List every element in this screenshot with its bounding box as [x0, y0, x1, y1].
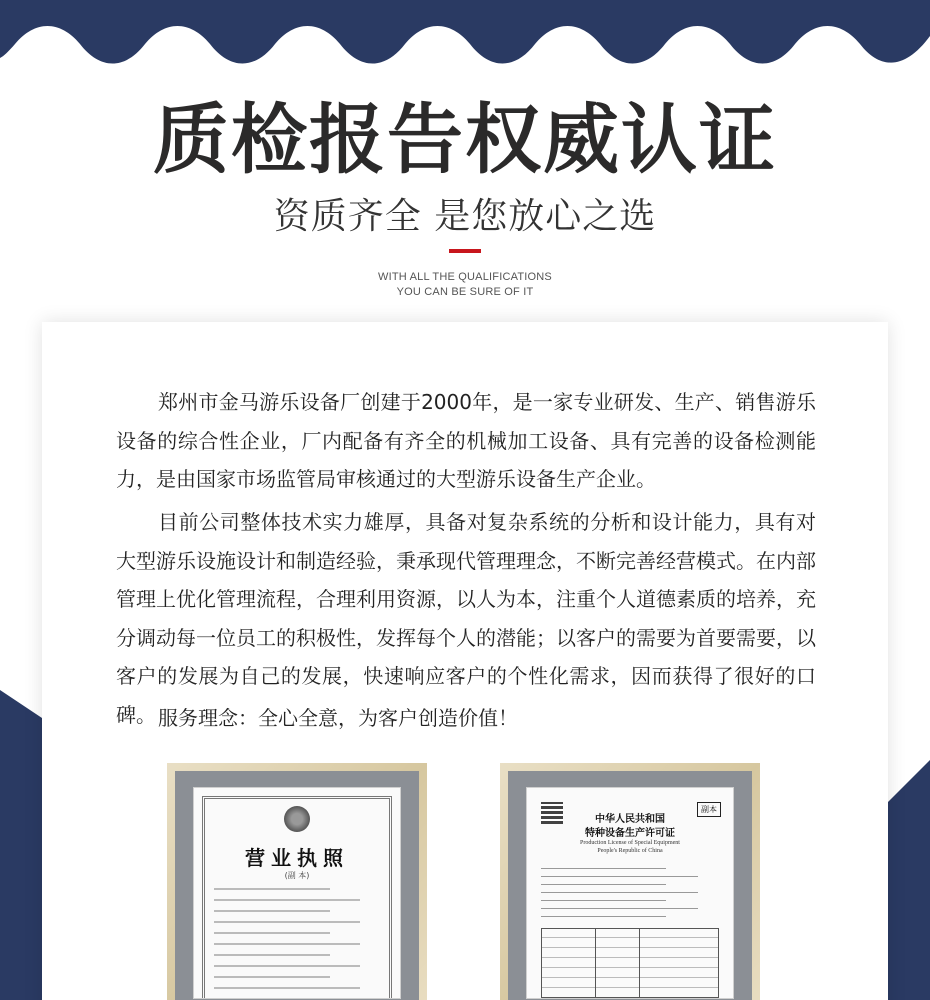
license-table [541, 928, 719, 998]
frame-mat [508, 771, 752, 1000]
certificate-text-lines [214, 888, 380, 998]
production-license-title-2: 特种设备生产许可证 [585, 828, 675, 839]
english-tagline-2: YOU CAN BE SURE OF IT [396, 286, 534, 298]
production-license-english-2: People's Republic of China [597, 848, 663, 854]
intro-paragraph: 郑州市金马游乐设备厂创建于2000年，是一家专业研发、生产、销售游乐设备的综合性企业，厂内配备有齐全的机械加工设备、具有完善的设备检测能力，是由国家市场监管局审核通过的大型游乐设备生产企业。 [116, 390, 816, 491]
top-wave-decoration [0, 0, 930, 70]
company-paragraph: 目前公司整体技术实力雄厚，具备对复杂系统的分析和设计能力，具有对大型游乐设施设计和制造经验，秉承现代管理理念，不断完善经营模式。在内部管理上优化管理流程，合理利用资源，以人为本，注重个人道德素质的培养，充分调动每一位员工的积极性，发挥每个人的潜能；以客户的需要为首要需要，以客户的发展为自己的发展，快速响应客户的个性化需求，因而获得了很好的口碑。 [116, 510, 816, 727]
service-motto: 服务理念：全心全意，为客户创造价值！ [158, 706, 518, 730]
certificate-text-lines [541, 868, 719, 924]
page-subtitle: 资质齐全 是您放心之选 [273, 196, 657, 237]
english-tagline-1: WITH ALL THE QUALIFICATIONS [378, 271, 552, 283]
business-license-frame [167, 763, 427, 1000]
business-license-document [193, 787, 401, 999]
production-license-frame [500, 763, 760, 1000]
production-license-title-1: 中华人民共和国 [595, 814, 665, 825]
business-license-title: 营业执照 [245, 846, 349, 870]
national-emblem-icon [284, 806, 310, 832]
production-license-document [526, 787, 734, 999]
frame-mat [175, 771, 419, 1000]
accent-divider [449, 249, 481, 253]
page-title: 质检报告权威认证 [153, 95, 777, 184]
production-license-english-1: Production License of Special Equipment [580, 840, 680, 846]
copy-badge: 副本 [697, 802, 721, 817]
business-license-subtitle: (副 本) [284, 871, 310, 880]
